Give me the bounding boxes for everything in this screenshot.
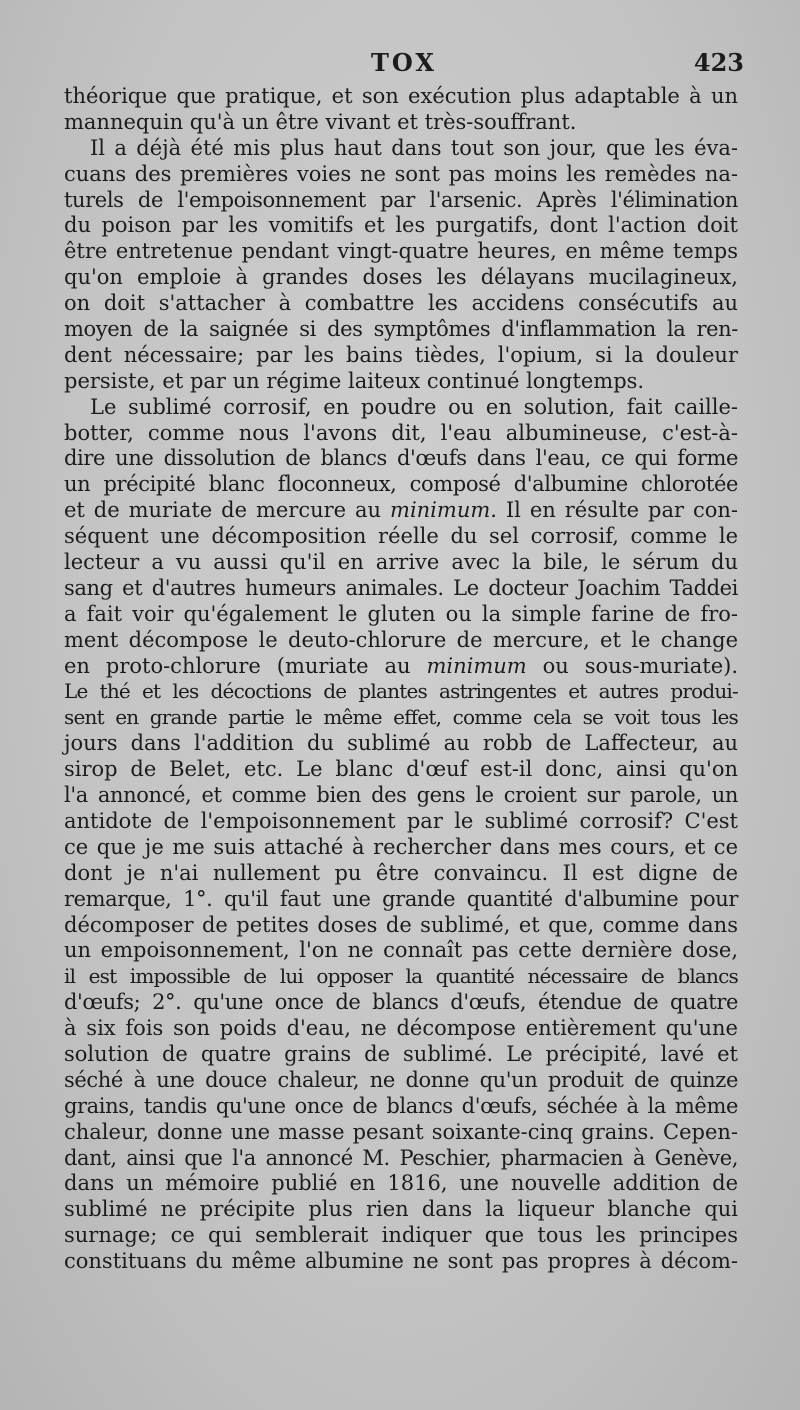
text-line: ment décompose le deuto-chlorure de mercure, et le change [64, 627, 738, 652]
text-line: sent en grande partie le même effet, comme cela se voit tous les [64, 705, 738, 730]
text-line: être entretenue pendant vingt-quatre heures, en même temps [64, 239, 738, 264]
text-line: Le thé et les décoctions de plantes astringentes et autres produi- [64, 679, 738, 704]
text-line: séché à une douce chaleur, ne donne qu'un produit de quinze [64, 1067, 738, 1092]
text-line: solution de quatre grains de sublimé. Le précipité, lavé et [64, 1041, 738, 1066]
text-line: dent nécessaire; par les bains tièdes, l'opium, si la douleur [64, 342, 738, 367]
text-line: moyen de la saignée si des symptômes d'inflammation la ren- [64, 317, 738, 342]
text-line: décomposer de petites doses de sublimé, et que, comme dans [64, 912, 738, 937]
text-line: chaleur, donne une masse pesant soixante-cinq grains. Cepen- [64, 1119, 738, 1144]
text-line: sublimé ne précipite plus rien dans la liqueur blanche qui [64, 1197, 738, 1222]
text-line: lecteur a vu aussi qu'il en arrive avec la bile, le sérum du [64, 550, 738, 575]
running-head: TOX [371, 48, 437, 77]
text-line: sang et d'autres humeurs animales. Le docteur Joachim Taddei [64, 575, 738, 600]
text-line: botter, comme nous l'avons dit, l'eau albumineuse, c'est-à- [64, 420, 738, 445]
text-line: sirop de Belet, etc. Le blanc d'œuf est-il donc, ainsi qu'on [64, 757, 738, 782]
page-header [64, 48, 744, 84]
text-line: turels de l'empoisonnement par l'arsenic. Après l'élimination [64, 187, 738, 212]
text-line: dans un mémoire publié en 1816, une nouvelle addition de [64, 1171, 738, 1196]
text-line: l'a annoncé, et comme bien des gens le croient sur parole, un [64, 783, 738, 808]
text-line: théorique que pratique, et son exécution plus adaptable à un [64, 84, 738, 108]
text-line: grains, tandis qu'une once de blancs d'œufs, séchée à la même [64, 1093, 738, 1118]
text-line: à six fois son poids d'eau, ne décompose entièrement qu'une [64, 1016, 738, 1041]
text-line: séquent une décomposition réelle du sel corrosif, comme le [64, 524, 738, 549]
text-line: jours dans l'addition du sublimé au robb de Laffecteur, au [64, 731, 738, 756]
italic-term: minimum [426, 653, 527, 678]
italic-term: minimum [390, 498, 491, 523]
text-line: dire une dissolution de blancs d'œufs dans l'eau, ce qui forme [64, 446, 738, 471]
text-line: un précipité blanc floconneux, composé d'albumine chlorotée [64, 472, 738, 497]
text-line: remarque, 1°. qu'il faut une grande quantité d'albumine pour [64, 886, 738, 911]
text-line: Le sublimé corrosif, en poudre ou en solution, fait caille- [90, 394, 738, 419]
text-line: a fait voir qu'également le gluten ou la simple farine de fro- [64, 601, 738, 626]
text-line: antidote de l'empoisonnement par le sublimé corrosif? C'est [64, 808, 738, 833]
text-line: Il a déjà été mis plus haut dans tout son jour, que les éva- [90, 135, 738, 160]
text-line: il est impossible de lui opposer la quantité nécessaire de blancs [64, 964, 738, 989]
text-line: constituans du même albumine ne sont pas propres à décom- [64, 1249, 738, 1274]
text-line: d'œufs; 2°. qu'une once de blancs d'œufs, étendue de quatre [64, 990, 738, 1015]
text-line: on doit s'attacher à combattre les accidens consécutifs au [64, 291, 738, 316]
text-line: surnage; ce qui semblerait indiquer que tous les principes [64, 1223, 738, 1248]
text-line: ce que je me suis attaché à rechercher dans mes cours, et ce [64, 834, 738, 859]
text-line: un empoisonnement, l'on ne connaît pas cette dernière dose, [64, 938, 738, 963]
text-line: mannequin qu'à un être vivant et très-souffrant. [64, 109, 577, 134]
body-text [64, 84, 738, 1275]
text-line: et de muriate de mercure au minimum. Il en résulte par con- [64, 498, 738, 523]
text-line: dont je n'ai nullement pu être convaincu. Il est digne de [64, 860, 738, 885]
text-line: persiste, et par un régime laiteux continué longtemps. [64, 368, 645, 393]
text-line: en proto-chlorure (muriate au minimum ou sous-muriate). [64, 653, 738, 678]
text-line: du poison par les vomitifs et les purgatifs, dont l'action doit [64, 213, 738, 238]
text-line: qu'on emploie à grandes doses les délayans mucilagineux, [64, 265, 738, 290]
text-line: cuans des premières voies ne sont pas moins les remèdes na- [64, 161, 738, 186]
page-number: 423 [693, 48, 744, 77]
text-line: dant, ainsi que l'a annoncé M. Peschier, pharmacien à Genève, [64, 1145, 738, 1170]
